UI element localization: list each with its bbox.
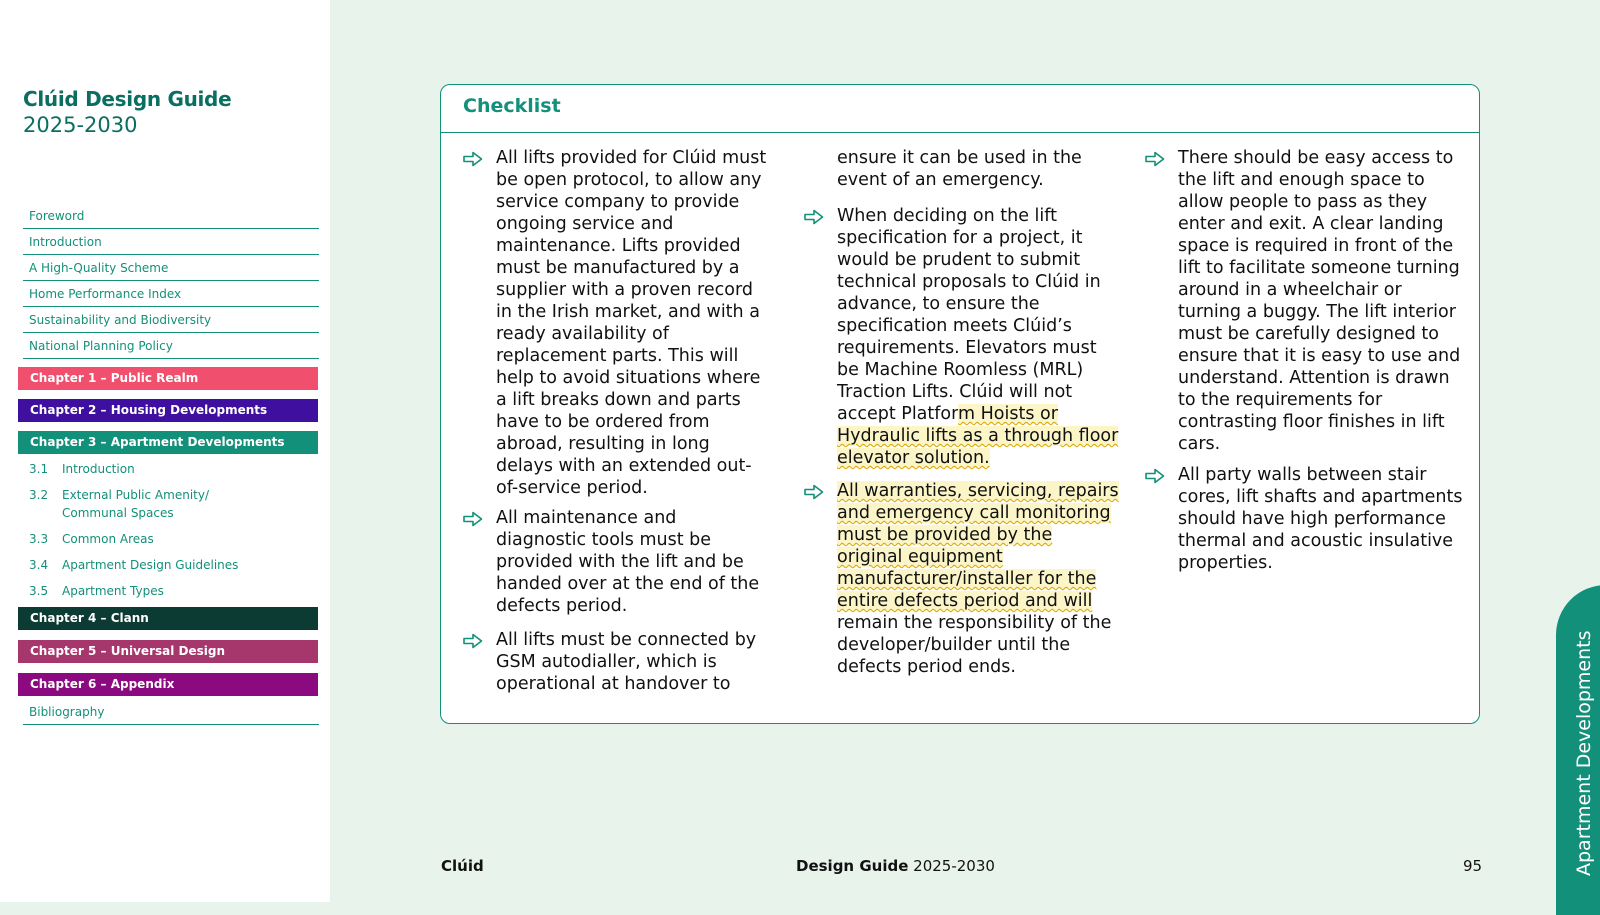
lift-specification-text: When deciding on the lift specification for a project, it would be prudent to submit technical proposals to Clúid in advance, to ensure the specification meets Clúid’s requirements. Elevators must be Machine Roomless (MRL) Traction Lifts. Clúid will not accept Platfor <box>837 206 1101 424</box>
chapter-6-link[interactable]: Chapter 6 – Appendix <box>18 673 318 696</box>
arrow-right-icon <box>802 482 826 502</box>
nav-link-sustainability[interactable]: Sustainability and Biodiversity <box>23 308 319 333</box>
checklist-item-gsm-continued: ensure it can be used in the event of an emergency. <box>837 148 1082 190</box>
nav-link-bibliography[interactable]: Bibliography <box>23 700 319 725</box>
subsection-3-1[interactable] <box>18 460 318 478</box>
subsection-number: 3.1 <box>29 462 49 476</box>
checklist-title: Checklist <box>463 95 561 117</box>
guide-years: 2025-2030 <box>23 113 138 137</box>
checklist-box <box>440 84 1480 724</box>
subsection-label: Apartment Types <box>62 584 164 598</box>
chapter-side-tab-label: Apartment Developments <box>1573 630 1595 876</box>
subsection-label: Common Areas <box>62 532 154 546</box>
subsection-label: Introduction <box>62 462 135 476</box>
footer-guide-title <box>796 857 995 875</box>
nav-link-introduction[interactable]: Introduction <box>23 230 319 255</box>
checklist-item-gsm-autodialler: All lifts must be connected by GSM autodialler, which is operational at handover to <box>496 630 757 694</box>
chapter-5-link[interactable]: Chapter 5 – Universal Design <box>18 640 318 663</box>
chapter-3-link[interactable]: Chapter 3 – Apartment Developments <box>18 431 318 454</box>
subsection-3-4[interactable] <box>18 556 318 574</box>
chapter-1-link[interactable]: Chapter 1 – Public Realm <box>18 367 318 390</box>
checklist-item-party-walls: All party walls between stair cores, lift shafts and apartments should have high performance thermal and acoustic insulative properties. <box>1178 465 1463 573</box>
arrow-right-icon <box>1143 149 1167 169</box>
checklist-item-maintenance-tools: All maintenance and diagnostic tools must be provided with the lift and be handed over at the end of the defects period. <box>496 508 760 616</box>
nav-link-high-quality-scheme[interactable]: A High-Quality Scheme <box>23 256 319 281</box>
page-number: 95 <box>1463 857 1483 875</box>
chapter-2-link[interactable]: Chapter 2 – Housing Developments <box>18 399 318 422</box>
arrow-right-icon <box>461 149 485 169</box>
footer-guide-years: 2025-2030 <box>913 857 995 875</box>
arrow-right-icon <box>1143 466 1167 486</box>
footer-brand: Clúid <box>441 857 484 875</box>
main-content <box>330 0 1600 902</box>
checklist-item-open-protocol: All lifts provided for Clúid must be open protocol, to allow any service company to provide ongoing service and maintenance. Lifts provided must be manufactured by a supplier with a proven record in the Irish market, and with a ready availability of replacement parts. This will help to avoid situations where a lift breaks down and parts have to be ordered from abroad, resulting in long delays with an extended out-of-service period. <box>496 148 767 498</box>
subsection-number: 3.4 <box>29 558 49 572</box>
subsection-3-5[interactable] <box>18 582 318 600</box>
subsection-number: 3.5 <box>29 584 49 598</box>
checklist-item-easy-access: There should be easy access to the lift and enough space to allow people to pass as they enter and exit. A clear landing space is required in front of the lift to facilitate someone turning around in a wheelchair or turning a buggy. The lift interior must be carefully designed to ensure that it is easy to use and understand. Attention is drawn to the requirements for contrasting floor finishes in lift cars. <box>1178 148 1461 454</box>
brand <box>23 86 231 138</box>
highlighted-text: All warranties, servicing, repairs and emergency call monitoring must be provided by the original equipment manufacturer/installer for the entire defects period and will <box>837 481 1119 611</box>
arrow-right-icon <box>461 631 485 651</box>
subsection-number: 3.3 <box>29 532 49 546</box>
subsection-number: 3.2 <box>29 488 49 502</box>
subsection-3-2[interactable] <box>18 486 318 522</box>
checklist-item-lift-specification <box>837 205 1119 469</box>
chapter-4-link[interactable]: Chapter 4 – Clann <box>18 607 318 630</box>
subsection-3-3[interactable] <box>18 530 318 548</box>
subsection-label: Apartment Design Guidelines <box>62 558 239 572</box>
arrow-right-icon <box>802 207 826 227</box>
arrow-right-icon <box>461 509 485 529</box>
checklist-item-warranties <box>837 480 1119 678</box>
nav-link-foreword[interactable]: Foreword <box>23 204 319 229</box>
nav-link-home-performance-index[interactable]: Home Performance Index <box>23 282 319 307</box>
checklist-header <box>441 85 1479 133</box>
sidebar <box>0 0 330 902</box>
table-of-contents <box>18 204 318 726</box>
guide-title: Clúid Design Guide <box>23 87 232 111</box>
subsection-label: External Public Amenity/ Communal Spaces <box>62 488 209 520</box>
warranties-text: remain the responsibility of the developer/builder until the defects period ends. <box>837 613 1112 677</box>
footer-guide-name: Design Guide <box>796 857 909 875</box>
nav-link-national-planning-policy[interactable]: National Planning Policy <box>23 334 319 359</box>
highlighted-text: m Hoists or Hydraulic lifts as a through floor elevator solution. <box>837 404 1119 468</box>
